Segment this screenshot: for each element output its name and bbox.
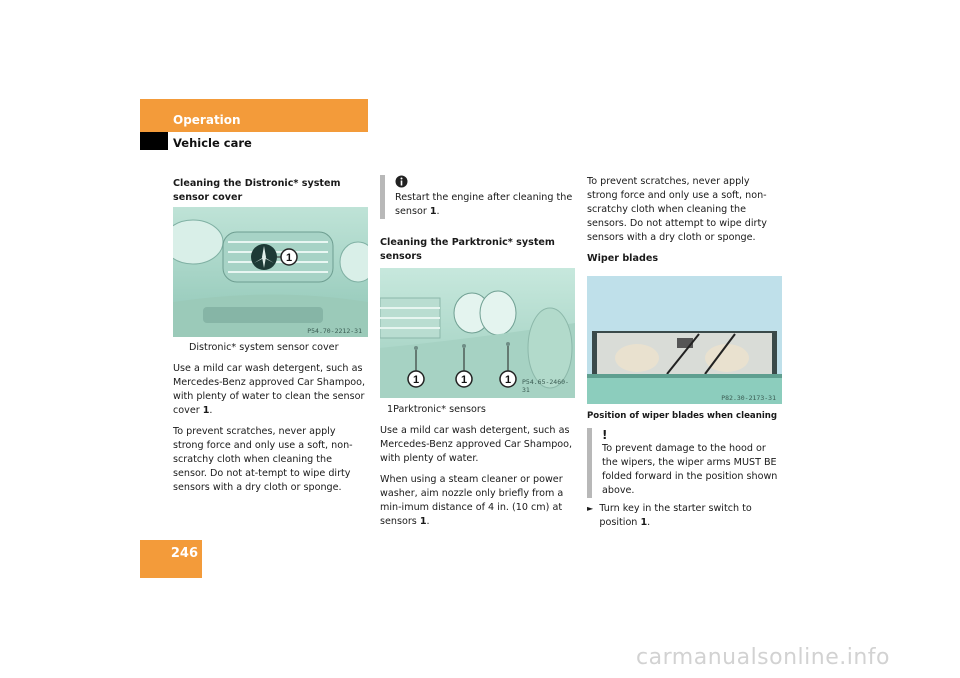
parktronic-heading: Cleaning the Parktronic* system sensors	[380, 237, 555, 262]
column-3-top	[587, 175, 782, 273]
wiper-step-text: Turn key in the starter switch to position 1.	[599, 503, 752, 528]
wiper-intro-para: To prevent scratches, never apply strong force and only use a soft, non-scratchy cloth when cleaning the sensors. Do not attempt to wipe dirty sensors with a dry cloth or sponge.	[587, 176, 767, 243]
distronic-heading: Cleaning the Distronic* system sensor cover	[173, 178, 341, 203]
parktronic-callout-2: 1	[460, 374, 468, 386]
wiper-step-ref: 1	[640, 517, 648, 528]
warning-text: To prevent damage to the hood or the wipers, the wiper arms MUST BE folded forward in the position shown above.	[602, 443, 778, 496]
parktronic-para1: Use a mild car wash detergent, such as Mercedes-Benz approved Car Shampoo, with plenty of water.	[380, 425, 573, 464]
parktronic-image-code: P54.65-2460-31	[522, 378, 569, 394]
wiper-step	[587, 502, 782, 530]
wiper-heading: Wiper blades	[587, 253, 659, 264]
info-note-text: Restart the engine after cleaning the sensor 1.	[395, 192, 573, 217]
info-note-ref: 1	[429, 206, 437, 217]
watermark: carmanualsonline.info	[636, 645, 890, 670]
distronic-photo	[173, 207, 368, 337]
distronic-para1: Use a mild car wash detergent, such as Mercedes-Benz approved Car Shampoo, with plenty of water to clean the sensor cover 1.	[173, 363, 366, 416]
wiper-caption-wrap	[587, 409, 782, 430]
wiper-photo	[587, 276, 782, 404]
parktronic-callout-1: 1	[412, 374, 420, 386]
distronic-image-code: P54.70-2212-31	[307, 327, 362, 335]
parktronic-caption: 1Parktronic* sensors	[387, 404, 486, 415]
page-number: 246	[170, 546, 198, 561]
step-arrow-icon: ►	[587, 504, 594, 513]
wiper-caption: Position of wiper blades when cleaning	[587, 411, 778, 421]
warning-icon: !	[602, 428, 608, 442]
column-1-body	[173, 341, 368, 502]
distronic-para2: To prevent scratches, never apply strong force and only use a soft, non-scratchy cloth when cleaning the sensor. Do not at-tempt to wipe dirty sensors with a dry cloth or sponge.	[173, 426, 353, 493]
section-title: Operation	[173, 113, 241, 127]
parktronic-heading-wrap	[380, 236, 575, 271]
distronic-caption: Distronic* system sensor cover	[189, 342, 339, 353]
info-note	[380, 175, 575, 219]
parktronic-para2: When using a steam cleaner or power washer, aim nozzle only briefly from a min-imum distance of 4 in. (10 cm) at sensors 1.	[380, 474, 564, 527]
distronic-callout: 1	[285, 252, 293, 264]
subsection-title: Vehicle care	[173, 136, 252, 150]
warning-note	[587, 428, 782, 498]
info-icon	[395, 175, 575, 191]
header-marker	[140, 132, 168, 150]
distronic-para1-ref: 1	[202, 405, 210, 416]
column-2-body	[380, 403, 575, 536]
parktronic-callout-3: 1	[504, 374, 512, 386]
wiper-image-code: P82.30-2173-31	[721, 394, 776, 402]
parktronic-photo	[380, 268, 575, 398]
parktronic-para2-ref: 1	[419, 516, 427, 527]
